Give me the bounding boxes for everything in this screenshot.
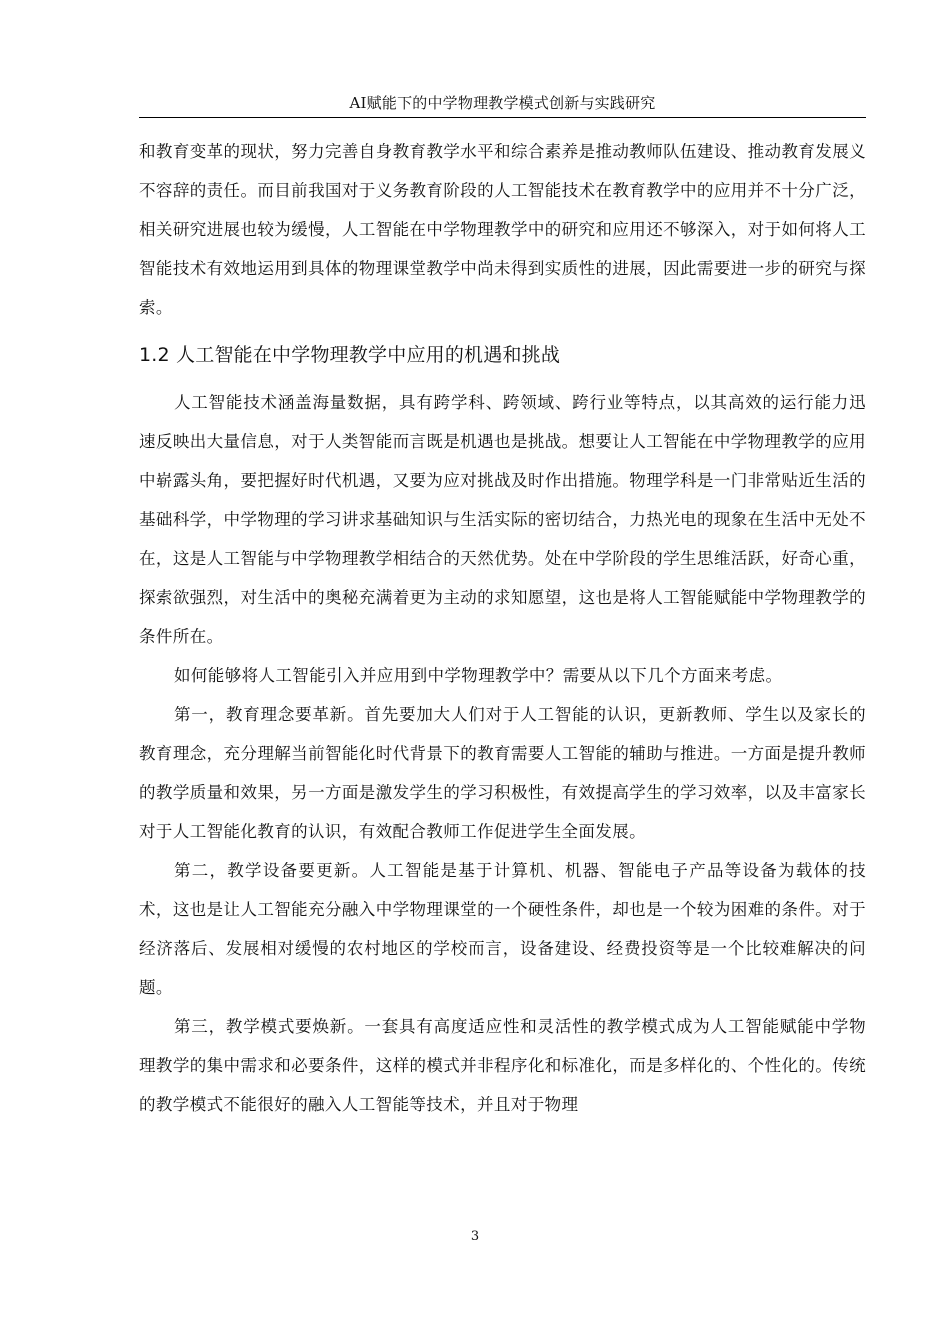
page-number: 3 — [470, 1229, 480, 1244]
section-heading: 1.2 人工智能在中学物理教学中应用的机遇和挑战 — [139, 344, 561, 366]
body-paragraph: 如何能够将人工智能引入并应用到中学物理教学中？需要从以下几个方面来考虑。 — [174, 666, 783, 685]
running-header-title: AI赋能下的中学物理教学模式创新与实践研究 — [349, 94, 656, 112]
body-paragraph: 第二，教学设备要更新。人工智能是基于计算机、机器、智能电子产品等设备为载体的技术，这也是让人工智能充分融入中学物理课堂的一个硬性条件，却也是一个较为困难的条件。对于经济落后、发展相对缓慢的农村地区的学校而言，设备建设、经费投资等是一个比较难解决的问题。 — [139, 861, 866, 997]
header-divider — [139, 117, 866, 118]
body-paragraph: 第三，教学模式要焕新。一套具有高度适应性和灵活性的教学模式成为人工智能赋能中学物理教学的集中需求和必要条件，这样的模式并非程序化和标准化，而是多样化的、个性化的。传统的教学模式不能很好的融入人工智能等技术，并且对于物理 — [139, 1017, 866, 1114]
body-paragraph: 人工智能技术涵盖海量数据，具有跨学科、跨领域、跨行业等特点，以其高效的运行能力迅速反映出大量信息，对于人类智能而言既是机遇也是挑战。想要让人工智能在中学物理教学的应用中崭露头角，要把握好时代机遇，又要为应对挑战及时作出措施。物理学科是一门非常贴近生活的基础科学，中学物理的学习讲求基础知识与生活实际的密切结合，力热光电的现象在生活中无处不在，这是人工智能与中学物理教学相结合的天然优势。处在中学阶段的学生思维活跃，好奇心重，探索欲强烈，对生活中的奥秘充满着更为主动的求知愿望，这也是将人工智能赋能中学物理教学的条件所在。 — [139, 393, 866, 646]
document-body — [139, 132, 866, 1124]
body-paragraph: 第一，教育理念要革新。首先要加大人们对于人工智能的认识，更新教师、学生以及家长的教育理念，充分理解当前智能化时代背景下的教育需要人工智能的辅助与推进。一方面是提升教师的教学质量和效果，另一方面是激发学生的学习积极性，有效提高学生的学习效率，以及丰富家长对于人工智能化教育的认识，有效配合教师工作促进学生全面发展。 — [139, 705, 866, 841]
body-paragraph: 和教育变革的现状，努力完善自身教育教学水平和综合素养是推动教师队伍建设、推动教育发展义不容辞的责任。而目前我国对于义务教育阶段的人工智能技术在教育教学中的应用并不十分广泛，相关研究进展也较为缓慢，人工智能在中学物理教学中的研究和应用还不够深入，对于如何将人工智能技术有效地运用到具体的物理课堂教学中尚未得到实质性的进展，因此需要进一步的研究与探索。 — [139, 142, 866, 317]
